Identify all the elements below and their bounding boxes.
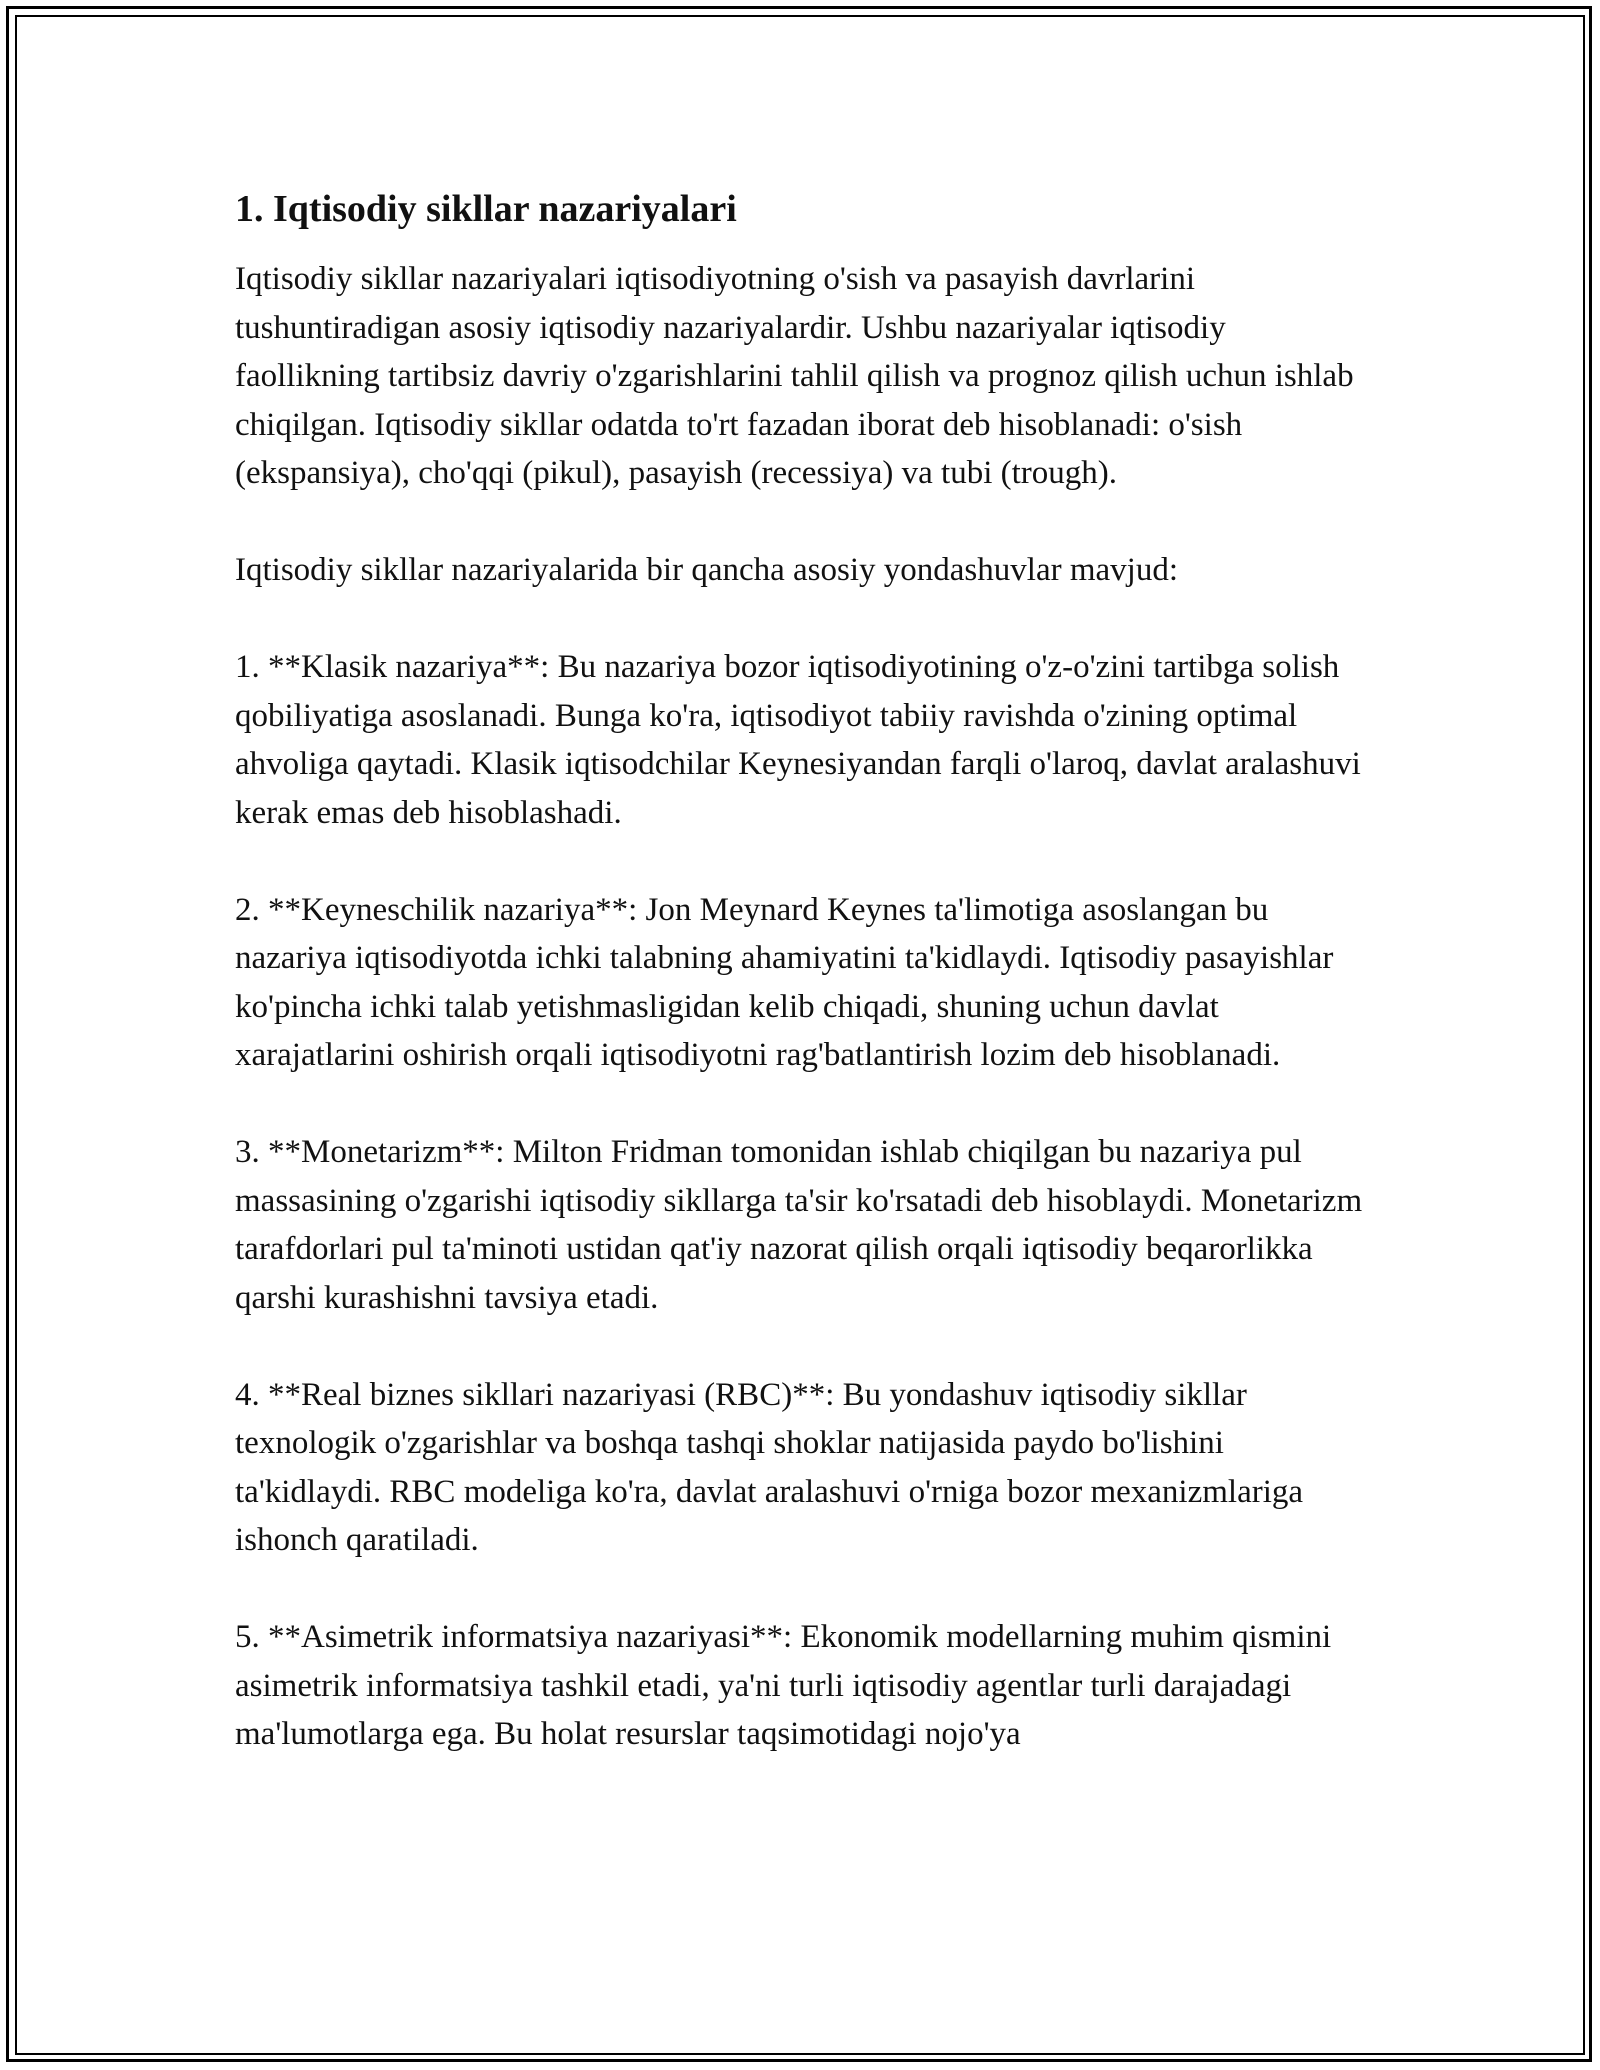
- list-item-keynesian-theory: 2. **Keyneschilik nazariya**: Jon Meynard Keynes ta'limotiga asoslangan bu nazariya iqtisodiyotda ichki talabning ahamiyatini ta'kidlaydi. Iqtisodiy pasayishlar ko'pincha ichki talab yetishmasligidan kelib chiqadi, shuning uchun davlat xarajatlarini oshirish orqali iqtisodiyotni rag'batlantirish lozim deb hisoblanadi.: [235, 891, 1334, 1073]
- list-item-classical-theory: 1. **Klasik nazariya**: Bu nazariya bozor iqtisodiyotining o'z-o'zini tartibga solish qobiliyatiga asoslanadi. Bunga ko'ra, iqtisodiyot tabiiy ravishda o'zining optimal ahvoliga qaytadi. Klasik iqtisodchilar Keynesiyandan farqli o'laroq, davlat aralashuvi kerak emas deb hisoblashadi.: [235, 649, 1361, 831]
- list-item-real-business-cycle-theory: 4. **Real biznes sikllari nazariyasi (RBC)**: Bu yondashuv iqtisodiy sikllar texnologik o'zgarishlar va boshqa tashqi shoklar natijasida paydo bo'lishini ta'kidlaydi. RBC modeliga ko'ra, davlat aralashuvi o'rniga bozor mexanizmlariga ishonch qaratiladi.: [235, 1376, 1304, 1558]
- list-item-asymmetric-information-theory: 5. **Asimetrik informatsiya nazariyasi**: Ekonomik modellarning muhim qismini asimetrik informatsiya tashkil etadi, ya'ni turli iqtisodiy agentlar turli darajadagi ma'lumotlarga ega. Bu holat resurslar taqsimotidagi nojo'ya: [235, 1619, 1332, 1752]
- approaches-intro-paragraph: Iqtisodiy sikllar nazariyalarida bir qancha asosiy yondashuvlar mavjud:: [235, 552, 1178, 588]
- intro-paragraph: Iqtisodiy sikllar nazariyalari iqtisodiyotning o'sish va pasayish davrlarini tushuntiradigan asosiy iqtisodiy nazariyalardir. Ushbu nazariyalar iqtisodiy faollikning tartibsiz davriy o'zgarishlarini tahlil qilish va prognoz qilish uchun ishlab chiqilgan. Iqtisodiy sikllar odatda to'rt fazadan iborat deb hisoblanadi: o'sish (ekspansiya), cho'qqi (pikul), pasayish (recessiya) va tubi (trough).: [235, 261, 1354, 491]
- list-item-monetarism: 3. **Monetarizm**: Milton Fridman tomonidan ishlab chiqilgan bu nazariya pul massasining o'zgarishi iqtisodiy sikllarga ta'sir ko'rsatadi deb hisoblaydi. Monetarizm tarafdorlari pul ta'minoti ustidan qat'iy nazorat qilish orqali iqtisodiy beqarorlikka qarshi kurashishni tavsiya etadi.: [235, 1134, 1363, 1316]
- document-body: [235, 185, 1375, 1807]
- section-heading: 1. Iqtisodiy sikllar nazariyalari: [235, 188, 737, 230]
